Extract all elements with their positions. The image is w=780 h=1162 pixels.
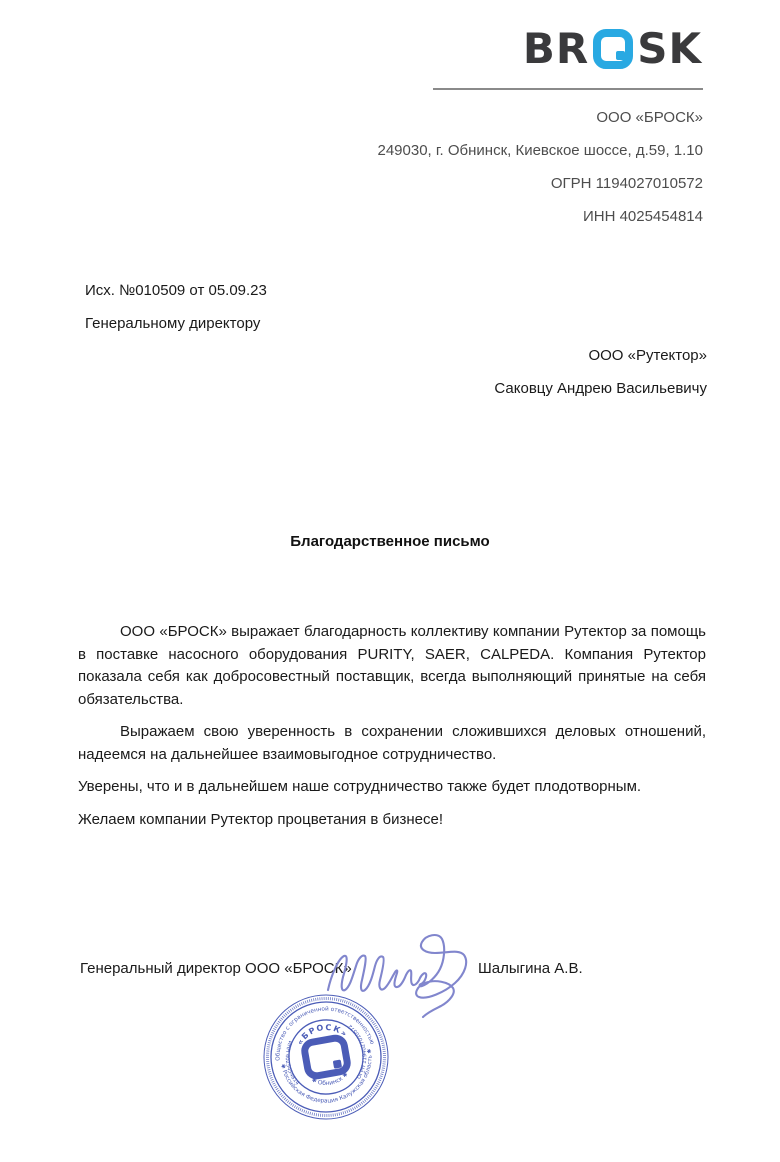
company-inn: ИНН 4025454814: [582, 208, 703, 225]
paragraph-1: ООО «БРОСК» выражает благодарность коллективу компании Рутектор за помощь в поставке насосного оборудования PURITY, SAER, CALPEDA. Компания Рутектор показала себя как добросовестный поставщик, всегда выполняющий принятые на себя обязательства.: [78, 623, 706, 708]
signature-name: Шалыгина А.В.: [478, 960, 583, 977]
addressee-person: Саковцу Андрею Васильевичу: [494, 380, 707, 397]
company-name: ООО «БРОСК»: [596, 109, 703, 126]
company-requisites: [378, 101, 704, 233]
letter-body: [78, 621, 706, 841]
stamp-ring-top-text: Общество с ограниченной ответственностью: [275, 1006, 375, 1061]
stamp-city-text: ✱ Обнинск ✱: [310, 1070, 350, 1088]
paragraph-4: Желаем компании Рутектор процветания в бизнесе!: [78, 810, 443, 828]
letter-title: Благодарственное письмо: [290, 533, 490, 550]
signature-position-label: Генеральный директор ООО «БРОСК»: [80, 960, 352, 977]
stamp-ogrn-text: ОГРН 1194027010572: [347, 1022, 369, 1081]
stamp-ring-bottom-text: ✱ Российская Федерация Калужская область ✱: [279, 1048, 374, 1105]
logo-text-right: SK: [637, 24, 702, 73]
logo-text-left: BR: [522, 24, 590, 73]
company-ogrn: ОГРН 1194027010572: [550, 175, 703, 192]
addressee-block: [494, 339, 707, 405]
addressee-company: ООО «Рутектор»: [588, 347, 707, 364]
paragraph-3: Уверены, что и в дальнейшем наше сотрудничество также будет плодотворным.: [78, 778, 642, 795]
paragraph-2: Выражаем свою уверенность в сохранении сложившихся деловых отношений, надеемся на дальнейшее взаимовыгодное сотрудничество.: [78, 723, 706, 763]
stamp-company-text: «БРОСК»: [295, 1022, 350, 1047]
brosk-o-icon: [592, 28, 634, 70]
stamp-o-icon: [303, 1037, 348, 1077]
company-address: 249030, г. Обнинск, Киевское шоссе, д.59, 1.10: [377, 142, 703, 159]
reference-block: [85, 274, 267, 340]
stamp-inn-text: ИНН 4025454814: [283, 1039, 301, 1087]
outgoing-number: Исх. №010509 от 05.09.23: [85, 282, 267, 299]
company-stamp: [261, 992, 391, 1122]
addressee-position: Генеральному директору: [85, 315, 261, 332]
brosk-logo: [522, 24, 702, 73]
header-divider: [433, 88, 703, 90]
